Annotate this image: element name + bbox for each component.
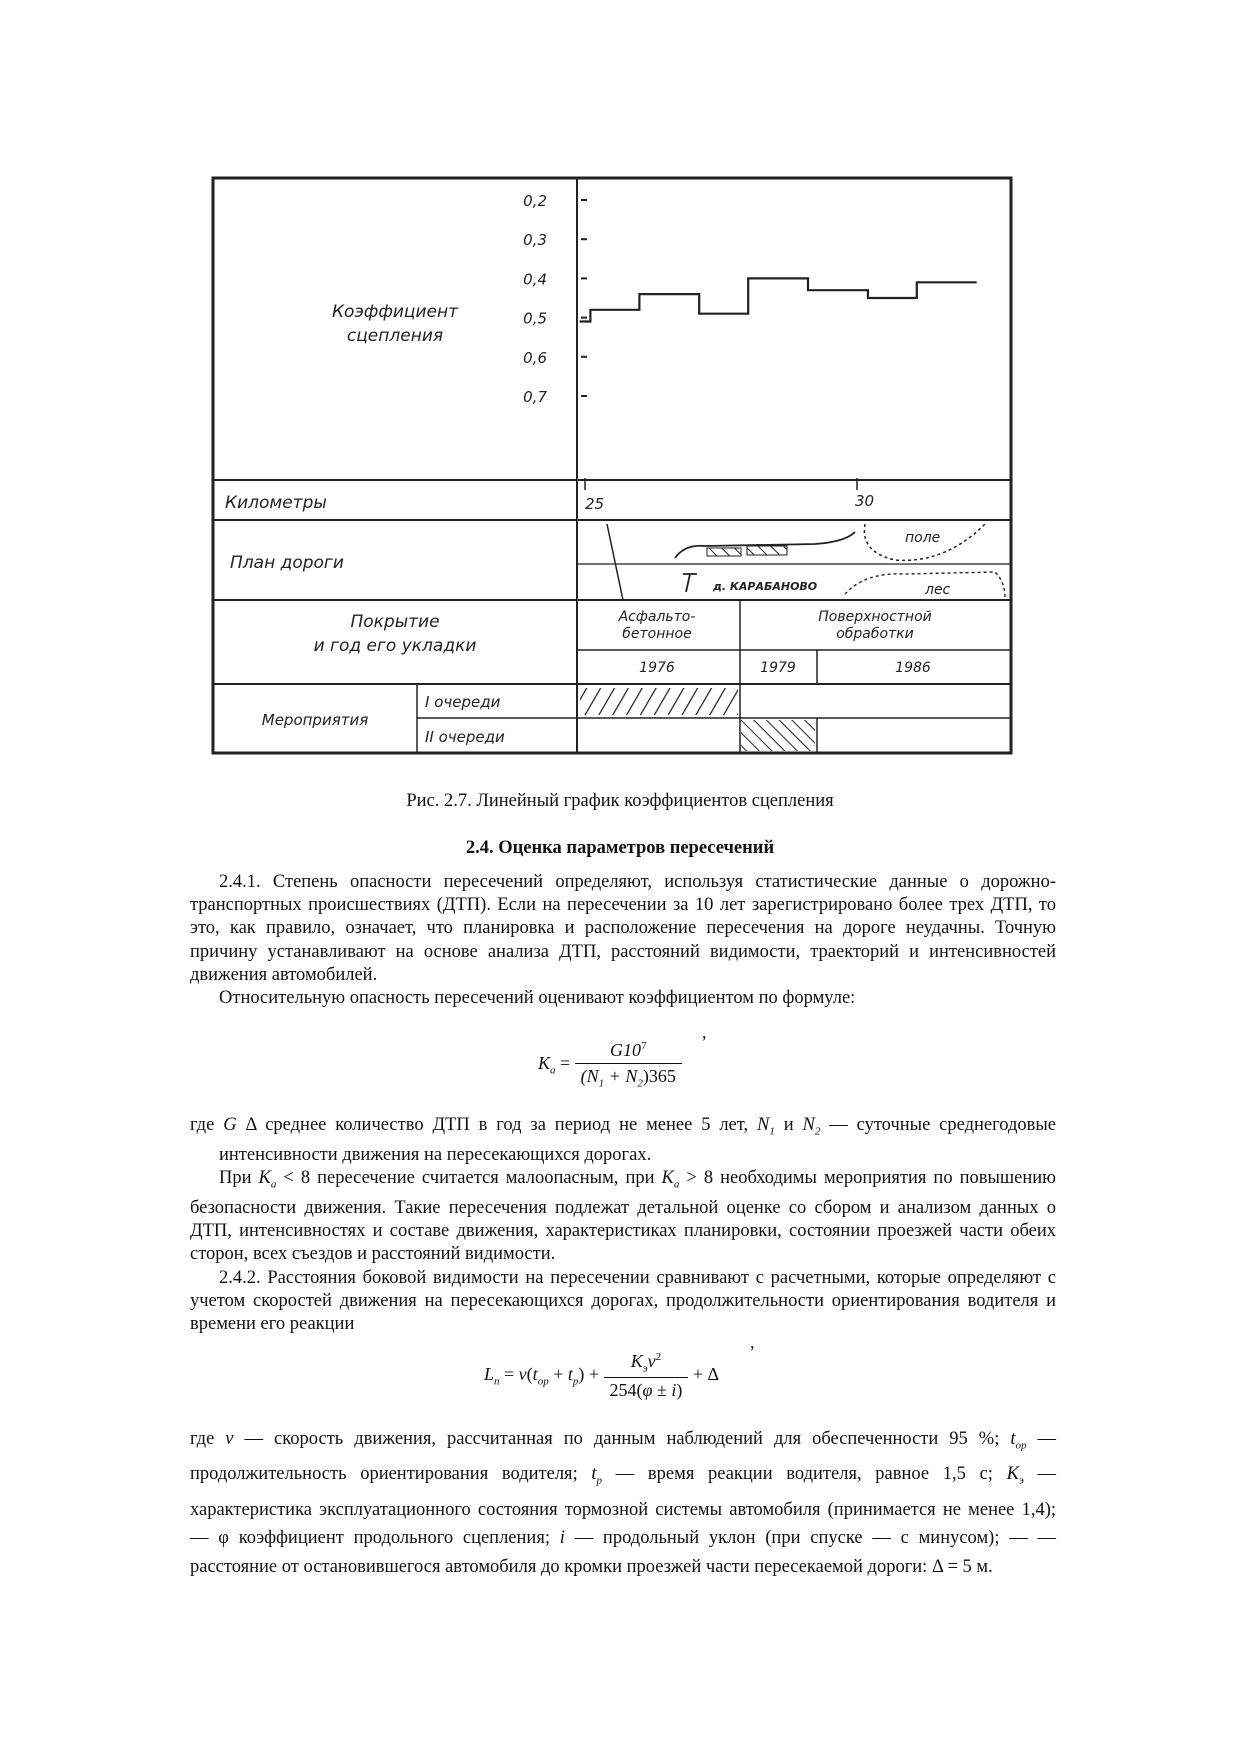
y-tick-label: 0,2 — [523, 192, 547, 210]
y-tick-label: 0,5 — [523, 309, 547, 328]
formula-ln-comma: , — [750, 1332, 755, 1352]
y-tick-label: 0,3 — [523, 231, 547, 250]
formula-ka-den-close: )365 — [642, 1066, 676, 1086]
paragraph-2-4-1: 2.4.1. Степень опасности пересечений определяют, используя статистические данные о дорожно-транспортных происшествиях (ДТП). Если на пересечении за 10 лет зарегистрировано более трех ДТП, то это, как правило, означает, что планировка и расположение пересечения на дороге неудачны. Точную причину устанавливают на основе анализа ДТП, расстояний видимости, траекторий и интенсивностей движения автомобилей. — [190, 872, 1056, 985]
y-axis-title-line2: сцепления — [346, 326, 444, 346]
plan-village-marker — [683, 574, 697, 592]
formula-ka-den-plus: + N — [604, 1066, 638, 1086]
plan-label: План дороги — [230, 553, 344, 573]
section-heading: 2.4. Оценка параметров пересечений — [465, 838, 775, 858]
formula-ka — [538, 1040, 682, 1090]
coating-label-line2: и год его укладки — [313, 636, 477, 656]
figure-caption: Рис. 2.7. Линейный график коэффициентов сцепления — [406, 791, 834, 811]
where-ln: где v — скорость движения, рассчитанная по данным наблюдений для обеспеченности 95 %; $t_{ор}$ — продолжительность ориентирования водителя; $t_р$ — время реакции водителя, равное 1,5 с; $K_э$ — характеристика эксплуатационного состояния тормозной системы автомобиля (принимается не менее 1,4); — φ коэффициент продольного сцепления; i — продольный уклон (при спуске — с минусом); — — расстояние от остановившегося автомобиля до кромки проезжей части пересекаемой дороги: Δ = 5 м. — [190, 1429, 1057, 1578]
formula-ka-comma: , — [702, 1022, 707, 1042]
formula-ka-fraction — [575, 1040, 682, 1090]
formula-ka-den-open: (N — [580, 1066, 599, 1086]
formula-ka-lhs-sub: а — [550, 1064, 556, 1077]
formula-ka-eq: = — [555, 1052, 575, 1073]
body-block-1 — [190, 871, 1056, 1010]
coating-label-line1: Покрытие — [350, 612, 440, 632]
measures-second: II очереди — [425, 728, 505, 746]
km-value-25: 25 — [585, 495, 605, 513]
adhesion-step-line — [580, 278, 977, 321]
measures-second-hatch — [741, 720, 815, 751]
plan-field-label: поле — [905, 530, 941, 546]
plan-village-label: д. КАРАБАНОВО — [713, 580, 818, 593]
plan-leader-line — [607, 524, 623, 600]
coating-type-1-line1: Асфальто- — [618, 609, 696, 625]
figure-frame — [213, 178, 1011, 753]
plan-building-1 — [707, 548, 741, 556]
paragraph-ka-threshold: При $K_а < 8$ пересечение считается малоопасным, при $K_а > 8$ необходимы мероприятия по повышению безопасности движения. Такие пересечения подлежат детальной оценке со сбором и анализом данных о ДТП, интенсивностях и составе движения, характеристиках планировки, состоянии проезжей части обеих сторон, всех съездов и расстояний видимости. — [190, 1168, 1057, 1265]
paragraph-2-4-2: 2.4.2. Расстояния боковой видимости на пересечении сравнивают с расчетными, которые определяют с учетом скоростей движения на пересекающихся дорогах, продолжительности ориентирования водителя и времени его реакции — [190, 1267, 1056, 1334]
year-1979: 1979 — [760, 660, 796, 676]
y-tick-label: 0,6 — [523, 348, 547, 367]
y-axis-title-line1: Коэффициент — [331, 302, 459, 322]
coating-type-2-line2: обработки — [836, 626, 914, 642]
body-block-2 — [190, 1114, 1056, 1336]
plan-building-2 — [747, 546, 787, 555]
paragraph-formula-intro: Относительную опасность пересечений оценивают коэффициентом по формуле: — [219, 988, 856, 1009]
measures-first-hatch — [580, 688, 738, 715]
formula-ka-den-sub1: 1 — [598, 1077, 605, 1090]
formula-ka-num-sup: 7 — [641, 1040, 647, 1052]
coating-type-2-line1: Поверхностной — [818, 609, 932, 625]
formula-ka-num: G10 — [610, 1040, 641, 1060]
year-1986: 1986 — [895, 660, 931, 676]
formula-ka-lhs: K — [538, 1052, 551, 1073]
km-label: Километры — [225, 493, 327, 513]
measures-first: I очереди — [425, 693, 501, 711]
body-block-3 — [190, 1425, 1056, 1582]
formula-ln: $L_п = v(t_{ор} + t_р)$ + $\frac{K_эv^2}{254(\varphi \pm i)}$ + Δ — [484, 1351, 720, 1400]
adhesion-step-series — [580, 278, 977, 321]
where-ka: где G Δ среднее количество ДТП в год за период не менее 5 лет, $N_1$ и $N_2$ — суточные среднегодовые интенсивности движения на пересекающихся дорогах. — [190, 1115, 1057, 1165]
km-value-30: 30 — [855, 492, 875, 510]
y-tick-label: 0,7 — [523, 388, 547, 406]
formula-ka-den-sub2: 2 — [637, 1077, 643, 1090]
measures-label: Мероприятия — [261, 711, 369, 729]
adhesion-chart-figure — [205, 172, 1025, 762]
year-1976: 1976 — [639, 660, 675, 676]
coating-type-1-line2: бетонное — [622, 626, 692, 642]
y-tick-label: 0,4 — [523, 270, 547, 289]
plan-forest-label: лес — [925, 582, 951, 598]
formula-ln-fraction: $\frac{K_эv^2}{254(\varphi \pm i)}$ — [604, 1351, 689, 1401]
